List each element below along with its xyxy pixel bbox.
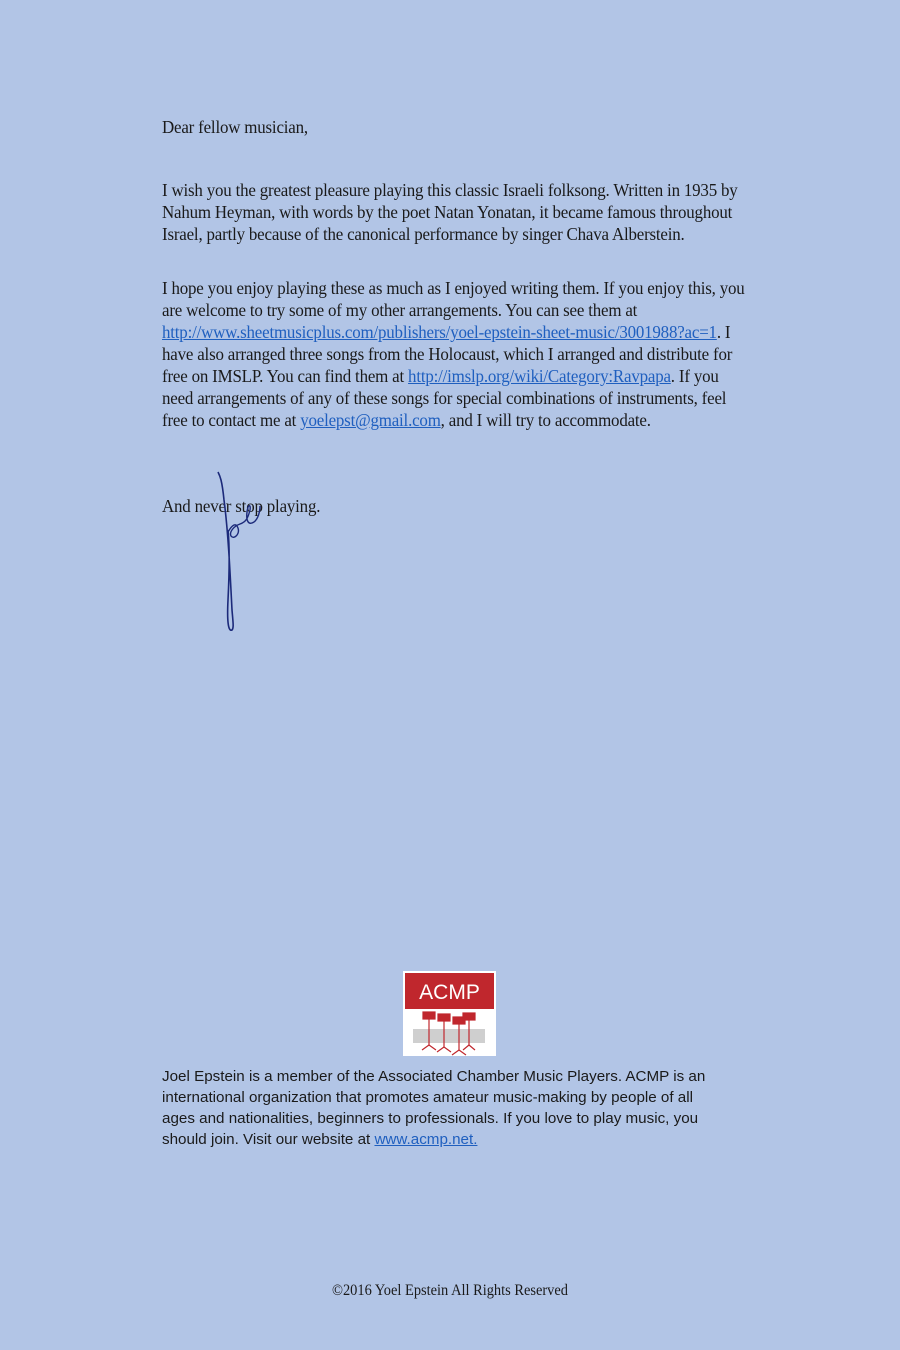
imslp-link[interactable]: http://imslp.org/wiki/Category:Ravpapa [408, 366, 671, 386]
signature-image [210, 470, 280, 635]
paragraph-2-part-2: . I have also arranged three songs from the Holocaust, which I arranged and distribute for free on IMSLP. You can find them at [162, 322, 733, 386]
paragraph-2-part-3: . If you need arrangements of any of these songs for special combinations of instruments, feel free to contact me at [162, 366, 727, 430]
acmp-logo [403, 971, 496, 1056]
paragraph-2-text [162, 277, 753, 431]
letter-greeting [162, 116, 752, 138]
letter-paragraph-2 [162, 277, 752, 431]
greeting-text: Dear fellow musician, [162, 117, 308, 137]
acmp-website-link[interactable]: www.acmp.net. [374, 1131, 478, 1148]
paragraph-2-part-1: I hope you enjoy playing these as much as I enjoyed writing them. If you enjoy this, you are welcome to try some of my other arrangements. You can see them at [162, 278, 745, 320]
acmp-description [162, 1066, 722, 1150]
sheetmusicplus-link[interactable]: http://www.sheetmusicplus.com/publishers/yoel-epstein-sheet-music/3001988?ac=1 [162, 322, 717, 342]
copyright-notice: ©2016 Yoel Epstein All Rights Reserved [331, 1282, 568, 1299]
acmp-logo-text: ACMP [419, 981, 480, 1004]
paragraph-1-text: I wish you the greatest pleasure playing this classic Israeli folksong. Written in 1935 by Nahum Heyman, with words by the poet Natan Yonatan, it became famous throughout Israel, partly because of the canonical performance by singer Chava Alberstein. [162, 180, 738, 244]
letter-paragraph-1 [162, 179, 752, 245]
paragraph-2-part-4: , and I will try to accommodate. [440, 410, 651, 430]
acmp-description-text: Joel Epstein is a member of the Associated Chamber Music Players. ACMP is an international organization that promotes amateur music-making by people of all ages and nationalities, beginners to professionals. If you love to play music, you should join. Visit our website at [162, 1068, 706, 1148]
closing-text: And never stop playing. [162, 496, 321, 516]
email-link[interactable]: yoelepst@gmail.com [300, 410, 441, 430]
